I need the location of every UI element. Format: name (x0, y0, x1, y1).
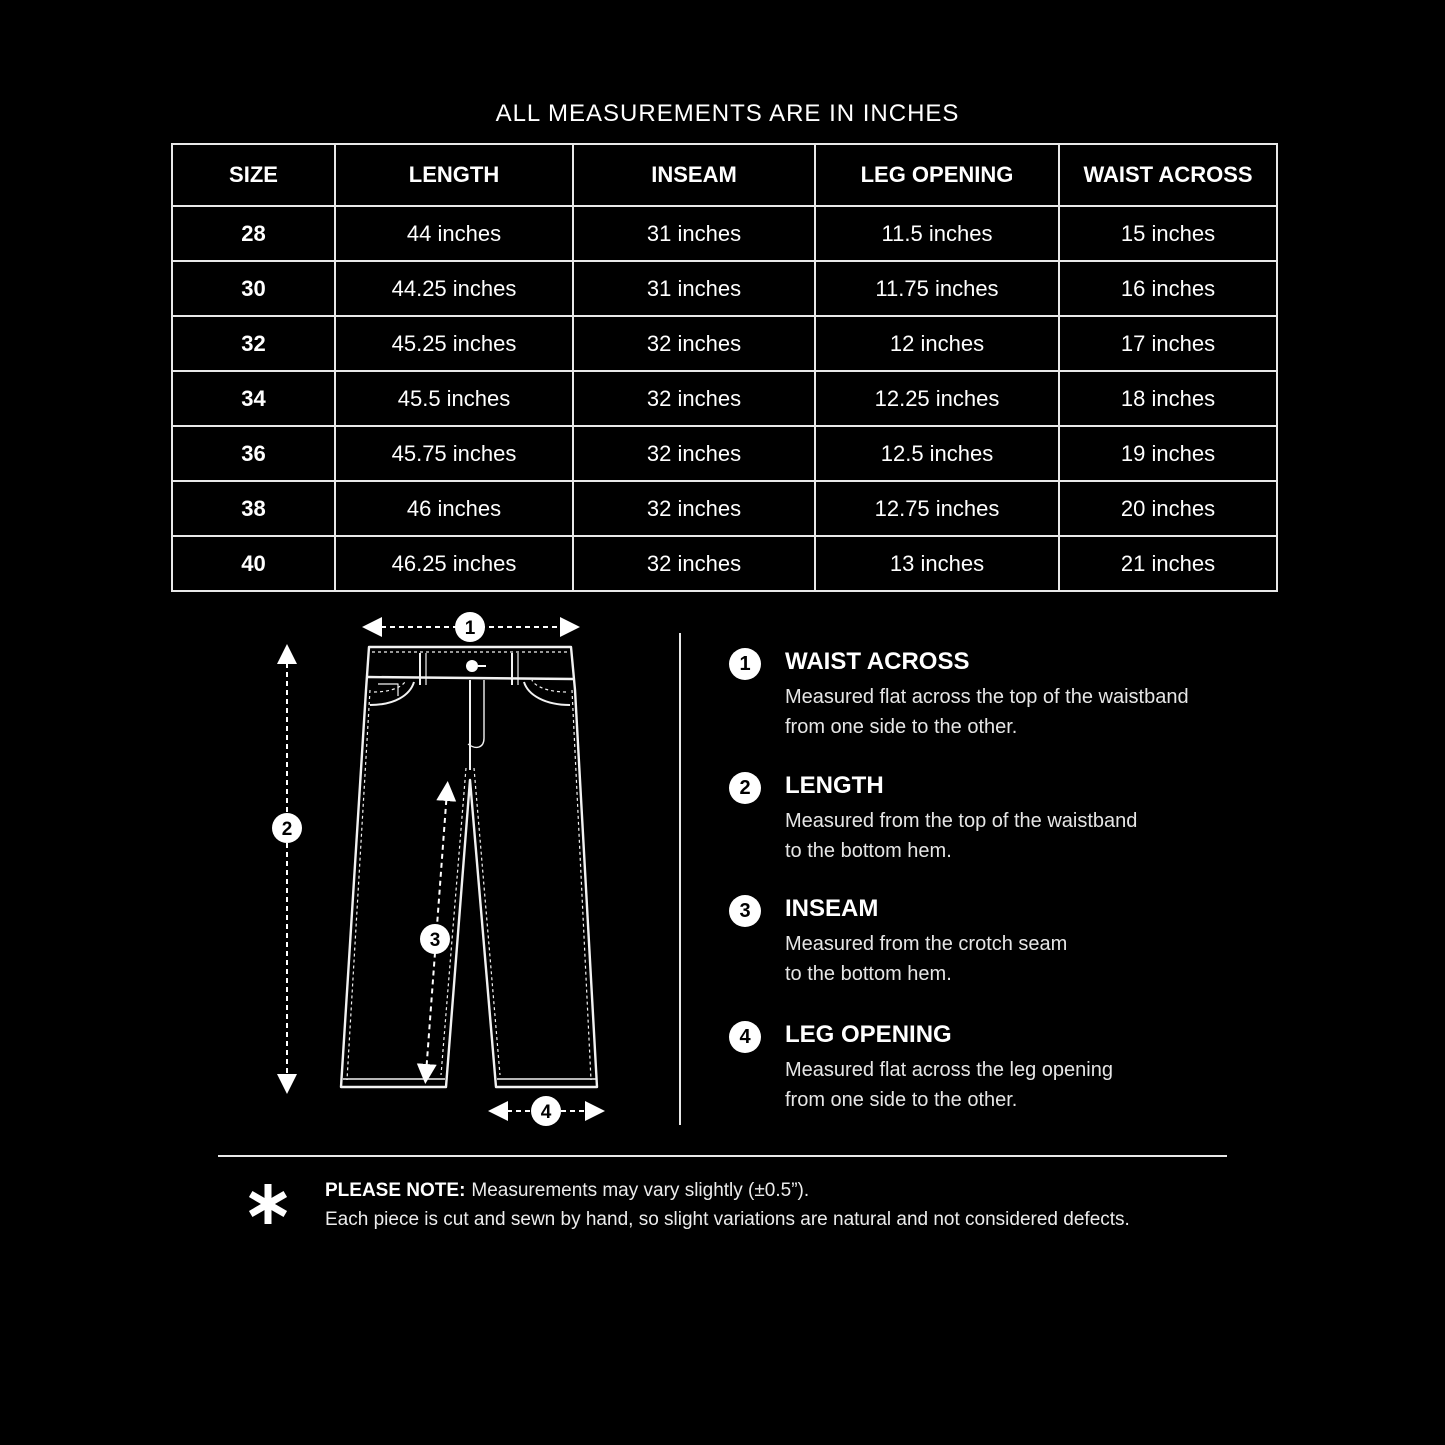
waist-across-cell: 20 inches (1059, 481, 1277, 536)
button-icon (466, 660, 478, 672)
legend-line: Measured flat across the leg opening (785, 1059, 1113, 1081)
size-cell: 30 (172, 261, 335, 316)
legend-line: from one side to the other. (785, 716, 1018, 738)
header-length: LENGTH (335, 144, 573, 206)
size-cell: 32 (172, 316, 335, 371)
legend-title: INSEAM (785, 895, 879, 922)
legend-line: to the bottom hem. (785, 840, 952, 862)
marker-3-label: 3 (429, 930, 441, 951)
legend-number: 3 (729, 895, 761, 927)
pants-diagram (0, 0, 680, 1150)
legend-title: LEG OPENING (785, 1021, 952, 1048)
legend-line: Measured from the top of the waistband (785, 810, 1138, 832)
inseam-cell: 31 inches (573, 206, 815, 261)
waist-across-cell: 19 inches (1059, 426, 1277, 481)
leg-opening-cell: 12.25 inches (815, 371, 1059, 426)
header-size: SIZE (172, 144, 335, 206)
marker-2-label: 2 (281, 819, 293, 840)
legend-number: 1 (729, 648, 761, 680)
waist-across-cell: 16 inches (1059, 261, 1277, 316)
inseam-cell: 32 inches (573, 536, 815, 591)
legend-title: WAIST ACROSS (785, 648, 970, 675)
legend-number: 2 (729, 772, 761, 804)
legend-description (785, 929, 1067, 989)
inseam-cell: 32 inches (573, 371, 815, 426)
inseam-cell: 32 inches (573, 316, 815, 371)
length-cell: 44.25 inches (335, 261, 573, 316)
legend-title: LENGTH (785, 772, 884, 799)
leg-opening-cell: 11.75 inches (815, 261, 1059, 316)
waist-across-cell: 15 inches (1059, 206, 1277, 261)
legend-description (785, 806, 1137, 866)
note-text: Measurements may vary slightly (±0.5”). (471, 1180, 810, 1201)
please-note (325, 1176, 1130, 1234)
leg-opening-cell: 12 inches (815, 316, 1059, 371)
header-waist-across: WAIST ACROSS (1059, 144, 1277, 206)
waist-across-cell: 17 inches (1059, 316, 1277, 371)
inseam-cell: 31 inches (573, 261, 815, 316)
note-label: PLEASE NOTE: (325, 1180, 466, 1201)
note-line-2: Each piece is cut and sewn by hand, so slight variations are natural and not considered defects. (325, 1209, 1130, 1230)
leg-opening-cell: 12.75 inches (815, 481, 1059, 536)
legend-line: Measured from the crotch seam (785, 933, 1068, 955)
length-cell: 44 inches (335, 206, 573, 261)
length-cell: 45.5 inches (335, 371, 573, 426)
leg-opening-cell: 12.5 inches (815, 426, 1059, 481)
waist-across-cell: 18 inches (1059, 371, 1277, 426)
inseam-cell: 32 inches (573, 481, 815, 536)
legend-line: from one side to the other. (785, 1089, 1018, 1111)
leg-opening-cell: 13 inches (815, 536, 1059, 591)
length-cell: 45.25 inches (335, 316, 573, 371)
length-cell: 45.75 inches (335, 426, 573, 481)
legend-number: 4 (729, 1021, 761, 1053)
size-cell: 28 (172, 206, 335, 261)
legend-line: to the bottom hem. (785, 963, 952, 985)
vertical-divider (679, 633, 681, 1125)
legend-line: Measured flat across the top of the waistband (785, 686, 1189, 708)
leg-opening-cell: 11.5 inches (815, 206, 1059, 261)
legend-description (785, 682, 1189, 742)
size-cell: 40 (172, 536, 335, 591)
note-line-1 (325, 1176, 1130, 1205)
header-inseam: INSEAM (573, 144, 815, 206)
size-cell: 34 (172, 371, 335, 426)
size-cell: 36 (172, 426, 335, 481)
legend-description (785, 1055, 1113, 1115)
inseam-cell: 32 inches (573, 426, 815, 481)
size-cell: 38 (172, 481, 335, 536)
header-leg-opening: LEG OPENING (815, 144, 1059, 206)
length-cell: 46 inches (335, 481, 573, 536)
waist-across-cell: 21 inches (1059, 536, 1277, 591)
marker-1-label: 1 (464, 618, 476, 639)
marker-4-label: 4 (540, 1102, 552, 1123)
horizontal-divider (218, 1155, 1227, 1157)
asterisk-icon (244, 1180, 292, 1228)
page-heading: ALL MEASUREMENTS ARE IN INCHES (495, 100, 960, 127)
pants-outline-icon (341, 647, 597, 1087)
length-cell: 46.25 inches (335, 536, 573, 591)
